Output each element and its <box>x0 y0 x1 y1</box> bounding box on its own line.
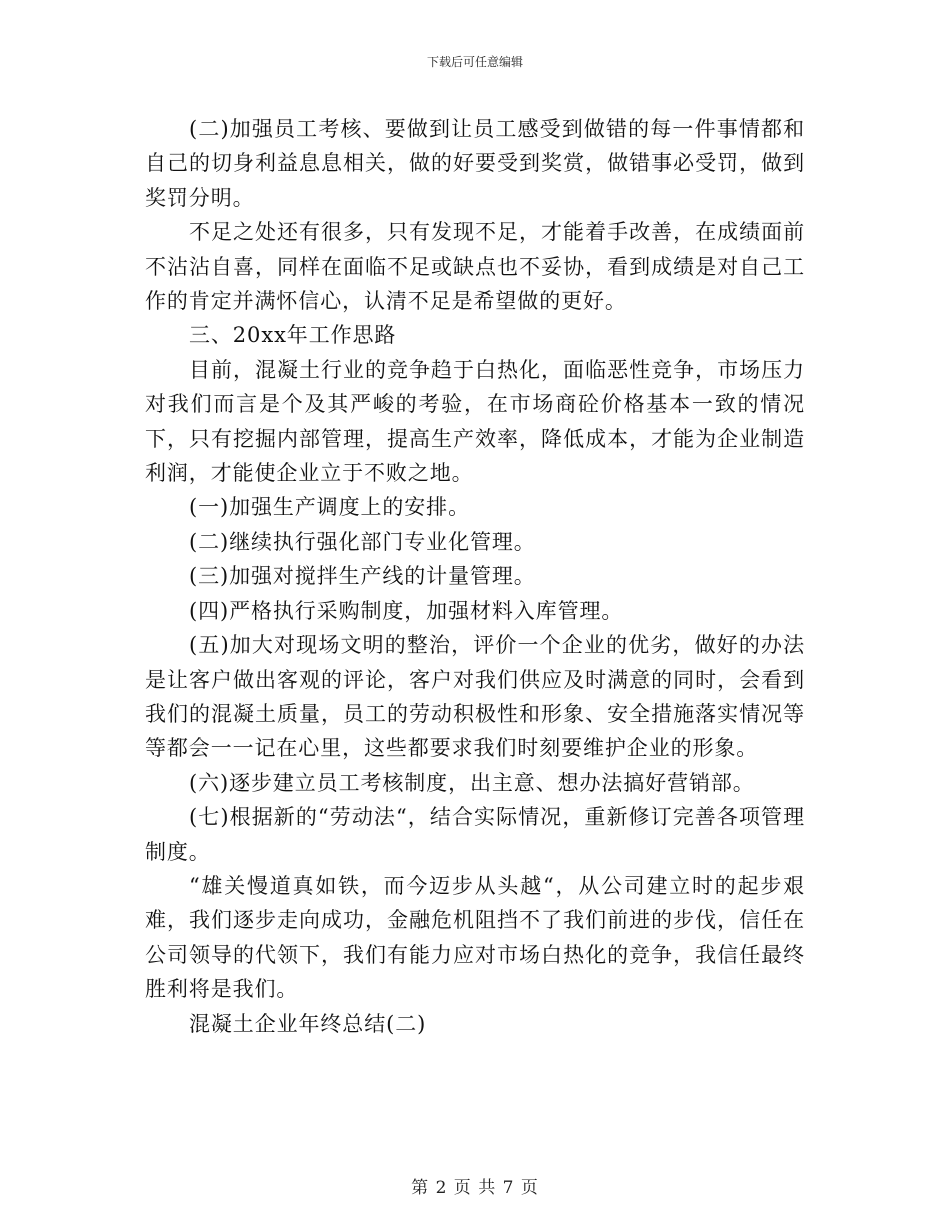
list-item-2: (二)继续执行强化部门专业化管理。 <box>189 529 536 554</box>
paragraph-closing-quote: “雄关慢道真如铁，而今迈步从头越“，从公司建立时的起步艰难，我们逐步走向成功，金融危机阻挡不了我们前进的步伐，信任在公司领导的代领下，我们有能力应对市场白热化的竞争，我信任最终胜利将是我们。 <box>145 873 805 1002</box>
list-item-5: (五)加大对现场文明的整治，评价一个企业的优劣，做好的办法是让客户做出客观的评论，客户对我们供应及时满意的同时，会看到我们的混凝土质量，员工的劳动积极性和形象、安全措施落实情况等等都会一一记在心里，这些都要求我们时刻要维护企业的形象。 <box>145 633 805 761</box>
page-number-footer: 第 2 页 共 7 页 <box>411 1178 539 1198</box>
paragraph-strengthen-assessment: (二)加强员工考核、要做到让员工感受到做错的每一件事情都和自己的切身利益息息相关，做的好要受到奖赏，做错事必受罚，做到奖罚分明。 <box>145 117 805 210</box>
page-header-note: 下载后可任意编辑 <box>426 55 523 69</box>
paragraph-market-situation: 目前，混凝土行业的竞争趋于白热化，面临恶性竞争，市场压力对我们而言是个及其严峻的考验，在市场商砼价格基本一致的情况下，只有挖掘内部管理，提高生产效率，降低成本，才能为企业制造利润，才能使企业立于不败之地。 <box>145 357 805 486</box>
list-item-6: (六)逐步建立员工考核制度，出主意、想办法搞好营销部。 <box>189 770 755 795</box>
list-item-4: (四)严格执行采购制度，加强材料入库管理。 <box>189 598 624 623</box>
list-item-3: (三)加强对搅拌生产线的计量管理。 <box>189 564 536 589</box>
section-heading-work-plan: 三、20xx年工作思路 <box>189 323 397 348</box>
document-body <box>145 112 805 1041</box>
list-item-7: (七)根据新的“劳动法“，结合实际情况，重新修订完善各项管理制度。 <box>145 805 805 864</box>
next-section-title: 混凝土企业年终总结(二) <box>189 1011 427 1036</box>
paragraph-shortcomings: 不足之处还有很多，只有发现不足，才能着手改善，在成绩面前不沾沾自喜，同样在面临不足或缺点也不妥协，看到成绩是对自己工作的肯定并满怀信心，认清不足是希望做的更好。 <box>145 220 805 314</box>
list-item-1: (一)加强生产调度上的安排。 <box>189 495 470 520</box>
